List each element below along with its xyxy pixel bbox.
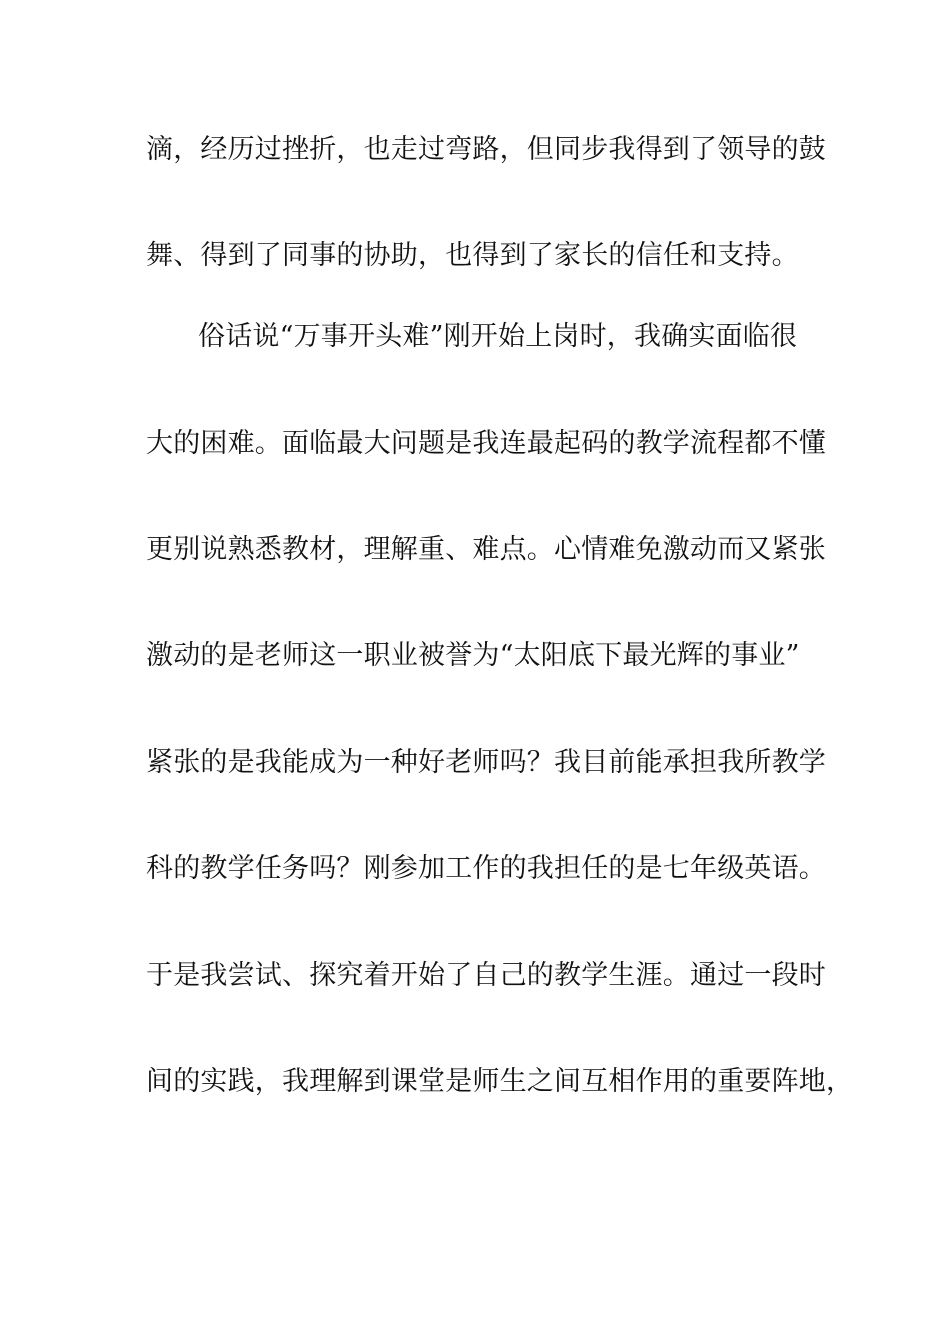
text-line-1: 滴，经历过挫折，也走过弯路，但同步我得到了领导的鼓: [146, 134, 826, 165]
text-line-7: 紧张的是我能成为一种好老师吗？我目前能承担我所教学: [146, 747, 826, 778]
text-line-9: 于是我尝试、探究着开始了自己的教学生涯。通过一段时: [146, 960, 826, 991]
text-line-6: 激动的是老师这一职业被誉为“太阳底下最光辉的事业”: [146, 640, 800, 671]
text-line-10: 间的实践，我理解到课堂是师生之间互相作用的重要阵地，: [146, 1066, 854, 1097]
text-line-3-paragraph-start: 俗话说“万事开头难”刚开始上岗时，我确实面临很: [198, 321, 798, 352]
text-line-5: 更别说熟悉教材，理解重、难点。心情难免激动而又紧张: [146, 534, 826, 565]
text-line-4: 大的困难。面临最大问题是我连最起码的教学流程都不懂: [146, 428, 826, 459]
text-line-2: 舞、得到了同事的协助，也得到了家长的信任和支持。: [146, 240, 799, 271]
text-line-8: 科的教学任务吗？刚参加工作的我担任的是七年级英语。: [146, 853, 826, 884]
